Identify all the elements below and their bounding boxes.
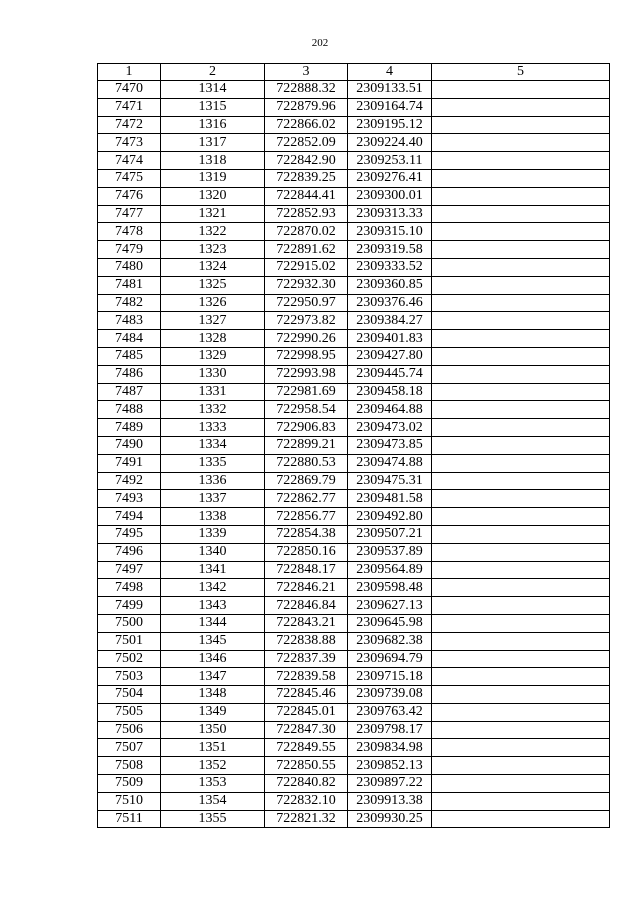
table-cell-col-1: 7471	[98, 98, 161, 116]
table-cell-col-2: 1339	[161, 525, 265, 543]
table-cell-col-3: 722932.30	[265, 276, 348, 294]
table-cell-col-5	[432, 98, 610, 116]
table-cell-col-2: 1342	[161, 579, 265, 597]
table-cell-col-5	[432, 205, 610, 223]
table-row	[98, 686, 610, 704]
table-cell-col-2: 1333	[161, 419, 265, 437]
table-cell-col-5	[432, 650, 610, 668]
table-cell-col-4: 2309164.74	[348, 98, 432, 116]
table-cell-col-4: 2309276.41	[348, 169, 432, 187]
table-cell-col-3: 722998.95	[265, 347, 348, 365]
table-cell-col-3: 722849.55	[265, 739, 348, 757]
table-cell-col-2: 1338	[161, 508, 265, 526]
table-cell-col-5	[432, 223, 610, 241]
table-cell-col-1: 7504	[98, 686, 161, 704]
table-cell-col-3: 722852.93	[265, 205, 348, 223]
table-cell-col-2: 1344	[161, 614, 265, 632]
table-cell-col-3: 722891.62	[265, 241, 348, 259]
table-cell-col-2: 1318	[161, 152, 265, 170]
table-row	[98, 472, 610, 490]
table-row	[98, 205, 610, 223]
table-cell-col-1: 7489	[98, 419, 161, 437]
table-cell-col-4: 2309645.98	[348, 614, 432, 632]
table-cell-col-3: 722950.97	[265, 294, 348, 312]
table-cell-col-1: 7488	[98, 401, 161, 419]
table-row	[98, 383, 610, 401]
table-cell-col-4: 2309473.02	[348, 419, 432, 437]
table-row	[98, 81, 610, 99]
table-cell-col-3: 722879.96	[265, 98, 348, 116]
table-cell-col-4: 2309739.08	[348, 686, 432, 704]
table-body	[98, 81, 610, 828]
table-cell-col-4: 2309195.12	[348, 116, 432, 134]
table-cell-col-2: 1321	[161, 205, 265, 223]
table-cell-col-1: 7482	[98, 294, 161, 312]
table-cell-col-3: 722838.88	[265, 632, 348, 650]
table-cell-col-2: 1330	[161, 365, 265, 383]
table-cell-col-1: 7509	[98, 775, 161, 793]
table-cell-col-4: 2309458.18	[348, 383, 432, 401]
table-cell-col-5	[432, 614, 610, 632]
table-cell-col-5	[432, 508, 610, 526]
table-cell-col-4: 2309224.40	[348, 134, 432, 152]
table-cell-col-5	[432, 241, 610, 259]
table-row	[98, 276, 610, 294]
table-cell-col-3: 722870.02	[265, 223, 348, 241]
header-row	[98, 64, 610, 81]
table-cell-col-3: 722862.77	[265, 490, 348, 508]
table-cell-col-1: 7490	[98, 436, 161, 454]
column-header-2: 2	[161, 64, 265, 81]
table-cell-col-5	[432, 668, 610, 686]
table-cell-col-5	[432, 276, 610, 294]
table-cell-col-1: 7473	[98, 134, 161, 152]
table-cell-col-1: 7472	[98, 116, 161, 134]
table-cell-col-1: 7505	[98, 703, 161, 721]
table-cell-col-3: 722850.55	[265, 757, 348, 775]
table-cell-col-2: 1355	[161, 810, 265, 828]
table-cell-col-4: 2309627.13	[348, 597, 432, 615]
table-cell-col-2: 1334	[161, 436, 265, 454]
table-cell-col-5	[432, 81, 610, 99]
table-cell-col-3: 722844.41	[265, 187, 348, 205]
table-cell-col-1: 7500	[98, 614, 161, 632]
table-cell-col-1: 7508	[98, 757, 161, 775]
table-cell-col-1: 7474	[98, 152, 161, 170]
table-cell-col-2: 1351	[161, 739, 265, 757]
table-row	[98, 116, 610, 134]
table-cell-col-1: 7498	[98, 579, 161, 597]
table-cell-col-2: 1349	[161, 703, 265, 721]
table-row	[98, 810, 610, 828]
table-cell-col-1: 7475	[98, 169, 161, 187]
table-row	[98, 632, 610, 650]
table-cell-col-4: 2309481.58	[348, 490, 432, 508]
table-cell-col-4: 2309763.42	[348, 703, 432, 721]
table-cell-col-3: 722981.69	[265, 383, 348, 401]
table-cell-col-2: 1350	[161, 721, 265, 739]
table-cell-col-3: 722856.77	[265, 508, 348, 526]
table-row	[98, 436, 610, 454]
table-cell-col-3: 722915.02	[265, 258, 348, 276]
table-cell-col-3: 722888.32	[265, 81, 348, 99]
table-cell-col-1: 7478	[98, 223, 161, 241]
table-cell-col-4: 2309464.88	[348, 401, 432, 419]
table-cell-col-1: 7484	[98, 330, 161, 348]
table-row	[98, 347, 610, 365]
table-cell-col-2: 1336	[161, 472, 265, 490]
table-row	[98, 187, 610, 205]
table-cell-col-4: 2309507.21	[348, 525, 432, 543]
table-cell-col-5	[432, 312, 610, 330]
table-row	[98, 294, 610, 312]
table-cell-col-5	[432, 757, 610, 775]
table-cell-col-2: 1327	[161, 312, 265, 330]
table-row	[98, 152, 610, 170]
table-cell-col-1: 7496	[98, 543, 161, 561]
table-cell-col-3: 722842.90	[265, 152, 348, 170]
table-cell-col-3: 722845.46	[265, 686, 348, 704]
column-header-4: 4	[348, 64, 432, 81]
table-row	[98, 169, 610, 187]
table-cell-col-5	[432, 490, 610, 508]
table-cell-col-1: 7483	[98, 312, 161, 330]
table-row	[98, 792, 610, 810]
table-cell-col-2: 1345	[161, 632, 265, 650]
table-row	[98, 525, 610, 543]
table-row	[98, 543, 610, 561]
table-cell-col-2: 1352	[161, 757, 265, 775]
table-cell-col-1: 7497	[98, 561, 161, 579]
table-cell-col-5	[432, 152, 610, 170]
coordinates-table	[97, 63, 610, 828]
table-cell-col-2: 1315	[161, 98, 265, 116]
table-cell-col-2: 1331	[161, 383, 265, 401]
table-row	[98, 757, 610, 775]
table-cell-col-3: 722843.21	[265, 614, 348, 632]
table-cell-col-4: 2309852.13	[348, 757, 432, 775]
table-cell-col-2: 1324	[161, 258, 265, 276]
table-cell-col-4: 2309445.74	[348, 365, 432, 383]
table-row	[98, 650, 610, 668]
table-row	[98, 365, 610, 383]
table-cell-col-4: 2309930.25	[348, 810, 432, 828]
table-cell-col-2: 1320	[161, 187, 265, 205]
table-row	[98, 721, 610, 739]
table-row	[98, 579, 610, 597]
table-row	[98, 419, 610, 437]
table-cell-col-4: 2309319.58	[348, 241, 432, 259]
table-cell-col-3: 722850.16	[265, 543, 348, 561]
table-cell-col-4: 2309360.85	[348, 276, 432, 294]
table-row	[98, 561, 610, 579]
table-row	[98, 241, 610, 259]
table-cell-col-3: 722821.32	[265, 810, 348, 828]
table-cell-col-3: 722840.82	[265, 775, 348, 793]
table-cell-col-1: 7477	[98, 205, 161, 223]
table-cell-col-1: 7487	[98, 383, 161, 401]
table-cell-col-1: 7499	[98, 597, 161, 615]
table-cell-col-1: 7501	[98, 632, 161, 650]
column-header-3: 3	[265, 64, 348, 81]
table-cell-col-5	[432, 561, 610, 579]
table-cell-col-3: 722973.82	[265, 312, 348, 330]
table-cell-col-5	[432, 116, 610, 134]
table-cell-col-4: 2309474.88	[348, 454, 432, 472]
table-cell-col-4: 2309598.48	[348, 579, 432, 597]
table-cell-col-1: 7492	[98, 472, 161, 490]
table-cell-col-5	[432, 792, 610, 810]
table-cell-col-5	[432, 365, 610, 383]
table-cell-col-5	[432, 169, 610, 187]
table-cell-col-3: 722837.39	[265, 650, 348, 668]
table-cell-col-1: 7495	[98, 525, 161, 543]
table-cell-col-2: 1322	[161, 223, 265, 241]
table-cell-col-4: 2309376.46	[348, 294, 432, 312]
table-cell-col-2: 1341	[161, 561, 265, 579]
table-cell-col-4: 2309475.31	[348, 472, 432, 490]
table-cell-col-3: 722839.25	[265, 169, 348, 187]
table-cell-col-4: 2309133.51	[348, 81, 432, 99]
table-cell-col-3: 722880.53	[265, 454, 348, 472]
table-cell-col-1: 7485	[98, 347, 161, 365]
table-cell-col-1: 7503	[98, 668, 161, 686]
table-cell-col-5	[432, 775, 610, 793]
table-cell-col-4: 2309333.52	[348, 258, 432, 276]
table-cell-col-4: 2309473.85	[348, 436, 432, 454]
table-cell-col-4: 2309715.18	[348, 668, 432, 686]
table-cell-col-5	[432, 810, 610, 828]
table-cell-col-3: 722832.10	[265, 792, 348, 810]
table-cell-col-1: 7507	[98, 739, 161, 757]
table-cell-col-4: 2309300.01	[348, 187, 432, 205]
table-row	[98, 223, 610, 241]
table-cell-col-5	[432, 134, 610, 152]
table-row	[98, 490, 610, 508]
table-cell-col-2: 1316	[161, 116, 265, 134]
table-cell-col-3: 722847.30	[265, 721, 348, 739]
table-cell-col-2: 1314	[161, 81, 265, 99]
table-cell-col-4: 2309913.38	[348, 792, 432, 810]
table-cell-col-5	[432, 294, 610, 312]
table-cell-col-4: 2309834.98	[348, 739, 432, 757]
table-cell-col-4: 2309537.89	[348, 543, 432, 561]
table-cell-col-5	[432, 525, 610, 543]
table-cell-col-4: 2309897.22	[348, 775, 432, 793]
table-cell-col-3: 722846.84	[265, 597, 348, 615]
table-row	[98, 134, 610, 152]
table-cell-col-3: 722906.83	[265, 419, 348, 437]
table-cell-col-3: 722854.38	[265, 525, 348, 543]
table-cell-col-1: 7481	[98, 276, 161, 294]
table-cell-col-3: 722899.21	[265, 436, 348, 454]
table-cell-col-4: 2309401.83	[348, 330, 432, 348]
table-cell-col-3: 722990.26	[265, 330, 348, 348]
table-cell-col-3: 722852.09	[265, 134, 348, 152]
table-cell-col-4: 2309694.79	[348, 650, 432, 668]
table-row	[98, 775, 610, 793]
table-row	[98, 703, 610, 721]
column-header-5: 5	[432, 64, 610, 81]
table-cell-col-1: 7470	[98, 81, 161, 99]
table-cell-col-1: 7479	[98, 241, 161, 259]
table-cell-col-5	[432, 187, 610, 205]
table-cell-col-2: 1340	[161, 543, 265, 561]
table-row	[98, 614, 610, 632]
table-cell-col-4: 2309315.10	[348, 223, 432, 241]
table-cell-col-2: 1329	[161, 347, 265, 365]
table-cell-col-5	[432, 703, 610, 721]
table-cell-col-4: 2309564.89	[348, 561, 432, 579]
table-header	[98, 64, 610, 81]
table-cell-col-4: 2309384.27	[348, 312, 432, 330]
table-cell-col-5	[432, 632, 610, 650]
table-cell-col-4: 2309798.17	[348, 721, 432, 739]
table-cell-col-1: 7511	[98, 810, 161, 828]
table-row	[98, 330, 610, 348]
table-cell-col-4: 2309313.33	[348, 205, 432, 223]
table-cell-col-2: 1319	[161, 169, 265, 187]
table-cell-col-5	[432, 472, 610, 490]
table-cell-col-2: 1317	[161, 134, 265, 152]
table-cell-col-5	[432, 721, 610, 739]
table-cell-col-2: 1348	[161, 686, 265, 704]
table-cell-col-3: 722866.02	[265, 116, 348, 134]
table-cell-col-5	[432, 436, 610, 454]
table-cell-col-5	[432, 579, 610, 597]
table-cell-col-3: 722839.58	[265, 668, 348, 686]
table-cell-col-1: 7493	[98, 490, 161, 508]
table-cell-col-3: 722993.98	[265, 365, 348, 383]
table-row	[98, 508, 610, 526]
table-row	[98, 401, 610, 419]
table-cell-col-5	[432, 454, 610, 472]
table-cell-col-3: 722848.17	[265, 561, 348, 579]
table-cell-col-1: 7491	[98, 454, 161, 472]
table-cell-col-5	[432, 686, 610, 704]
table-cell-col-1: 7510	[98, 792, 161, 810]
table-cell-col-3: 722846.21	[265, 579, 348, 597]
table-cell-col-5	[432, 383, 610, 401]
table-cell-col-2: 1323	[161, 241, 265, 259]
table-cell-col-5	[432, 419, 610, 437]
table-cell-col-3: 722958.54	[265, 401, 348, 419]
table-cell-col-2: 1354	[161, 792, 265, 810]
table-row	[98, 98, 610, 116]
table-row	[98, 739, 610, 757]
table-row	[98, 258, 610, 276]
table-cell-col-5	[432, 543, 610, 561]
table-cell-col-5	[432, 401, 610, 419]
table-cell-col-4: 2309427.80	[348, 347, 432, 365]
table-row	[98, 597, 610, 615]
table-cell-col-3: 722869.79	[265, 472, 348, 490]
table-cell-col-4: 2309682.38	[348, 632, 432, 650]
table-cell-col-2: 1325	[161, 276, 265, 294]
table-cell-col-2: 1343	[161, 597, 265, 615]
table-cell-col-3: 722845.01	[265, 703, 348, 721]
table-cell-col-4: 2309253.11	[348, 152, 432, 170]
page-number: 202	[311, 37, 329, 49]
table-cell-col-2: 1335	[161, 454, 265, 472]
table-row	[98, 454, 610, 472]
table-cell-col-1: 7476	[98, 187, 161, 205]
table-cell-col-2: 1346	[161, 650, 265, 668]
table-cell-col-1: 7486	[98, 365, 161, 383]
table-cell-col-2: 1353	[161, 775, 265, 793]
table-cell-col-1: 7480	[98, 258, 161, 276]
table-row	[98, 312, 610, 330]
table-cell-col-2: 1328	[161, 330, 265, 348]
table-cell-col-4: 2309492.80	[348, 508, 432, 526]
table-cell-col-5	[432, 330, 610, 348]
table-cell-col-1: 7494	[98, 508, 161, 526]
table-cell-col-1: 7506	[98, 721, 161, 739]
table-cell-col-2: 1332	[161, 401, 265, 419]
table-cell-col-5	[432, 597, 610, 615]
table-cell-col-5	[432, 258, 610, 276]
table-cell-col-2: 1326	[161, 294, 265, 312]
table-cell-col-2: 1337	[161, 490, 265, 508]
table-cell-col-2: 1347	[161, 668, 265, 686]
table-cell-col-5	[432, 739, 610, 757]
table-cell-col-5	[432, 347, 610, 365]
column-header-1: 1	[98, 64, 161, 81]
table-row	[98, 668, 610, 686]
table-cell-col-1: 7502	[98, 650, 161, 668]
